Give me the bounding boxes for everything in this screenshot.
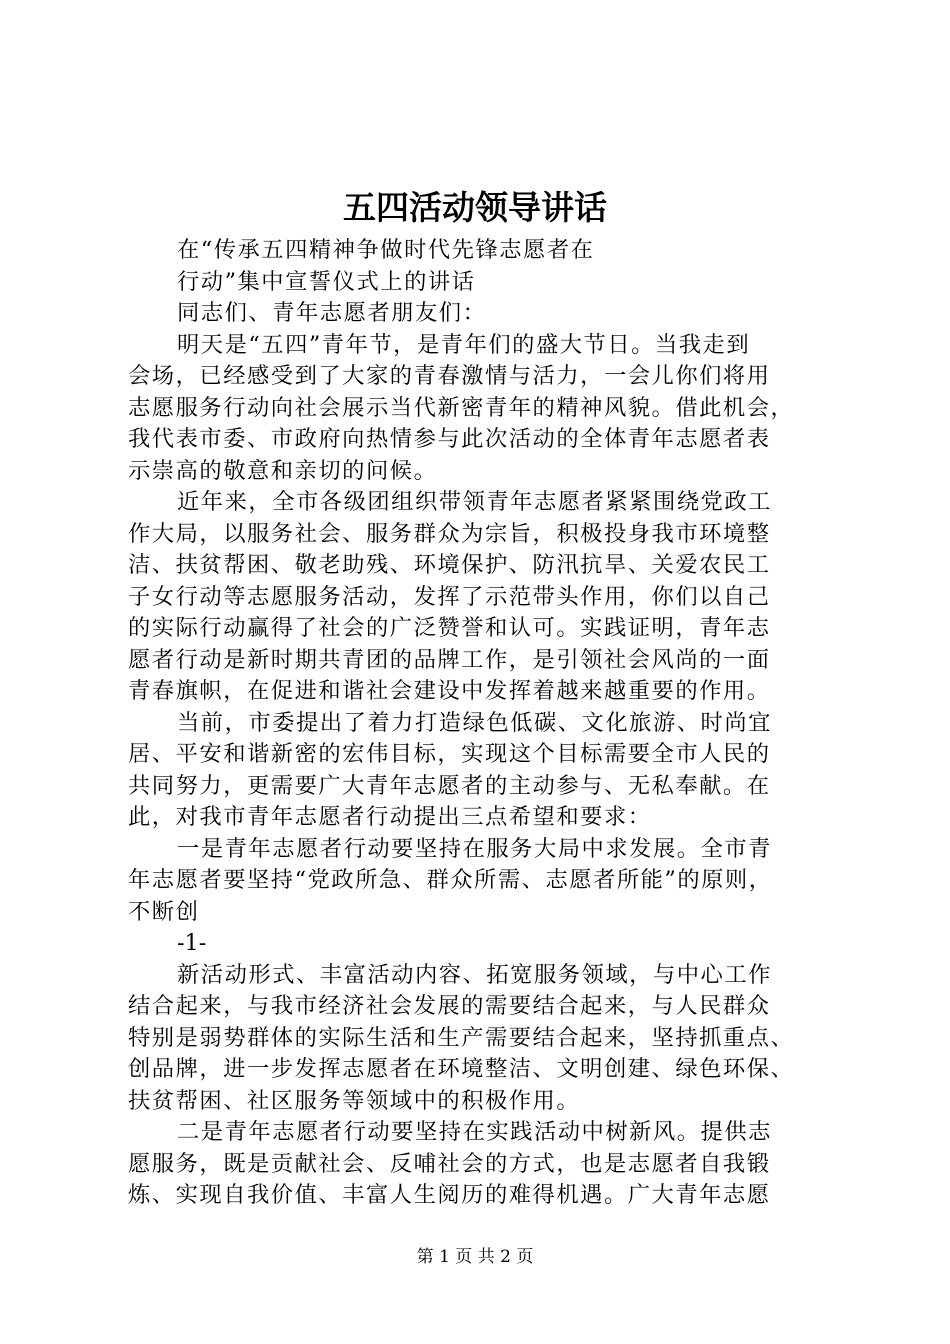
text-line: 结合起来，与我市经济社会发展的需要结合起来，与人民群众 [128, 993, 771, 1019]
text-line: 此，对我市青年志愿者行动提出三点希望和要求： [128, 804, 652, 830]
text-line: 不断创 [128, 898, 200, 925]
text-line: 年志愿者要坚持“党政所急、群众所需、志愿者所能”的原则， [128, 867, 773, 893]
text-line: 明天是“五四”青年节，是青年们的盛大节日。当我走到 [177, 331, 751, 358]
text-line: 志愿服务行动向社会展示当代新密青年的精神风貌。借此机会， [128, 394, 795, 421]
text-line: 同志们、青年志愿者朋友们： [177, 300, 487, 326]
text-line: 行动”集中宣誓仪式上的讲话 [177, 268, 476, 295]
text-line: 扶贫帮困、社区服务等领域中的积极作用。 [128, 1087, 581, 1114]
text-line: 作大局，以服务社会、服务群众为宗旨，积极投身我市环境整 [128, 520, 771, 547]
text-line: 愿者行动是新时期共青团的品牌工作，是引领社会风尚的一面 [128, 646, 771, 673]
text-line: 共同努力，更需要广大青年志愿者的主动参与、无私奉献。在 [128, 772, 771, 799]
text-line: 二是青年志愿者行动要坚持在实践活动中树新风。提供志 [177, 1119, 772, 1145]
text-line: 特别是弱势群体的实际生活和生产需要结合起来，坚持抓重点、 [128, 1024, 795, 1051]
text-line: 创品牌，进一步发挥志愿者在环境整洁、文明创建、绿色环保、 [128, 1056, 795, 1082]
text-line: 愿服务，既是贡献社会、反哺社会的方式，也是志愿者自我锻 [128, 1150, 771, 1177]
inline-page-number: -1- [177, 930, 207, 956]
text-line: 近年来，全市各级团组织带领青年志愿者紧紧围绕党政工 [177, 489, 772, 515]
text-line: 当前，市委提出了着力打造绿色低碳、文化旅游、时尚宜 [177, 709, 772, 736]
text-line: 新活动形式、丰富活动内容、拓宽服务领域，与中心工作 [177, 961, 772, 988]
text-line: 会场，已经感受到了大家的青春激情与活力，一会儿你们将用 [128, 363, 771, 389]
text-line: 炼、实现自我价值、丰富人生阅历的难得机遇。广大青年志愿 [128, 1182, 771, 1208]
text-line: 一是青年志愿者行动要坚持在服务大局中求发展。全市青 [177, 835, 772, 862]
text-line: 示崇高的敬意和亲切的问候。 [128, 457, 438, 484]
document-title: 五四活动领导讲话 [343, 188, 607, 227]
text-line: 我代表市委、市政府向热情参与此次活动的全体青年志愿者表 [128, 426, 771, 452]
text-line: 子女行动等志愿服务活动，发挥了示范带头作用，你们以自己 [128, 583, 771, 610]
text-line: 在“传承五四精神争做时代先锋志愿者在 [177, 237, 595, 263]
text-line: 青春旗帜，在促进和谐社会建设中发挥着越来越重要的作用。 [128, 678, 771, 704]
text-line: 的实际行动赢得了社会的广泛赞誉和认可。实践证明，青年志 [128, 615, 771, 641]
page-footer: 第 1 页 共 2 页 [416, 1247, 534, 1267]
document-body [128, 235, 838, 1212]
text-line: 洁、扶贫帮困、敬老助残、环境保护、防汛抗旱、关爱农民工 [128, 552, 771, 578]
text-line: 居、平安和谐新密的宏伟目标，实现这个目标需要全市人民的 [128, 741, 771, 767]
